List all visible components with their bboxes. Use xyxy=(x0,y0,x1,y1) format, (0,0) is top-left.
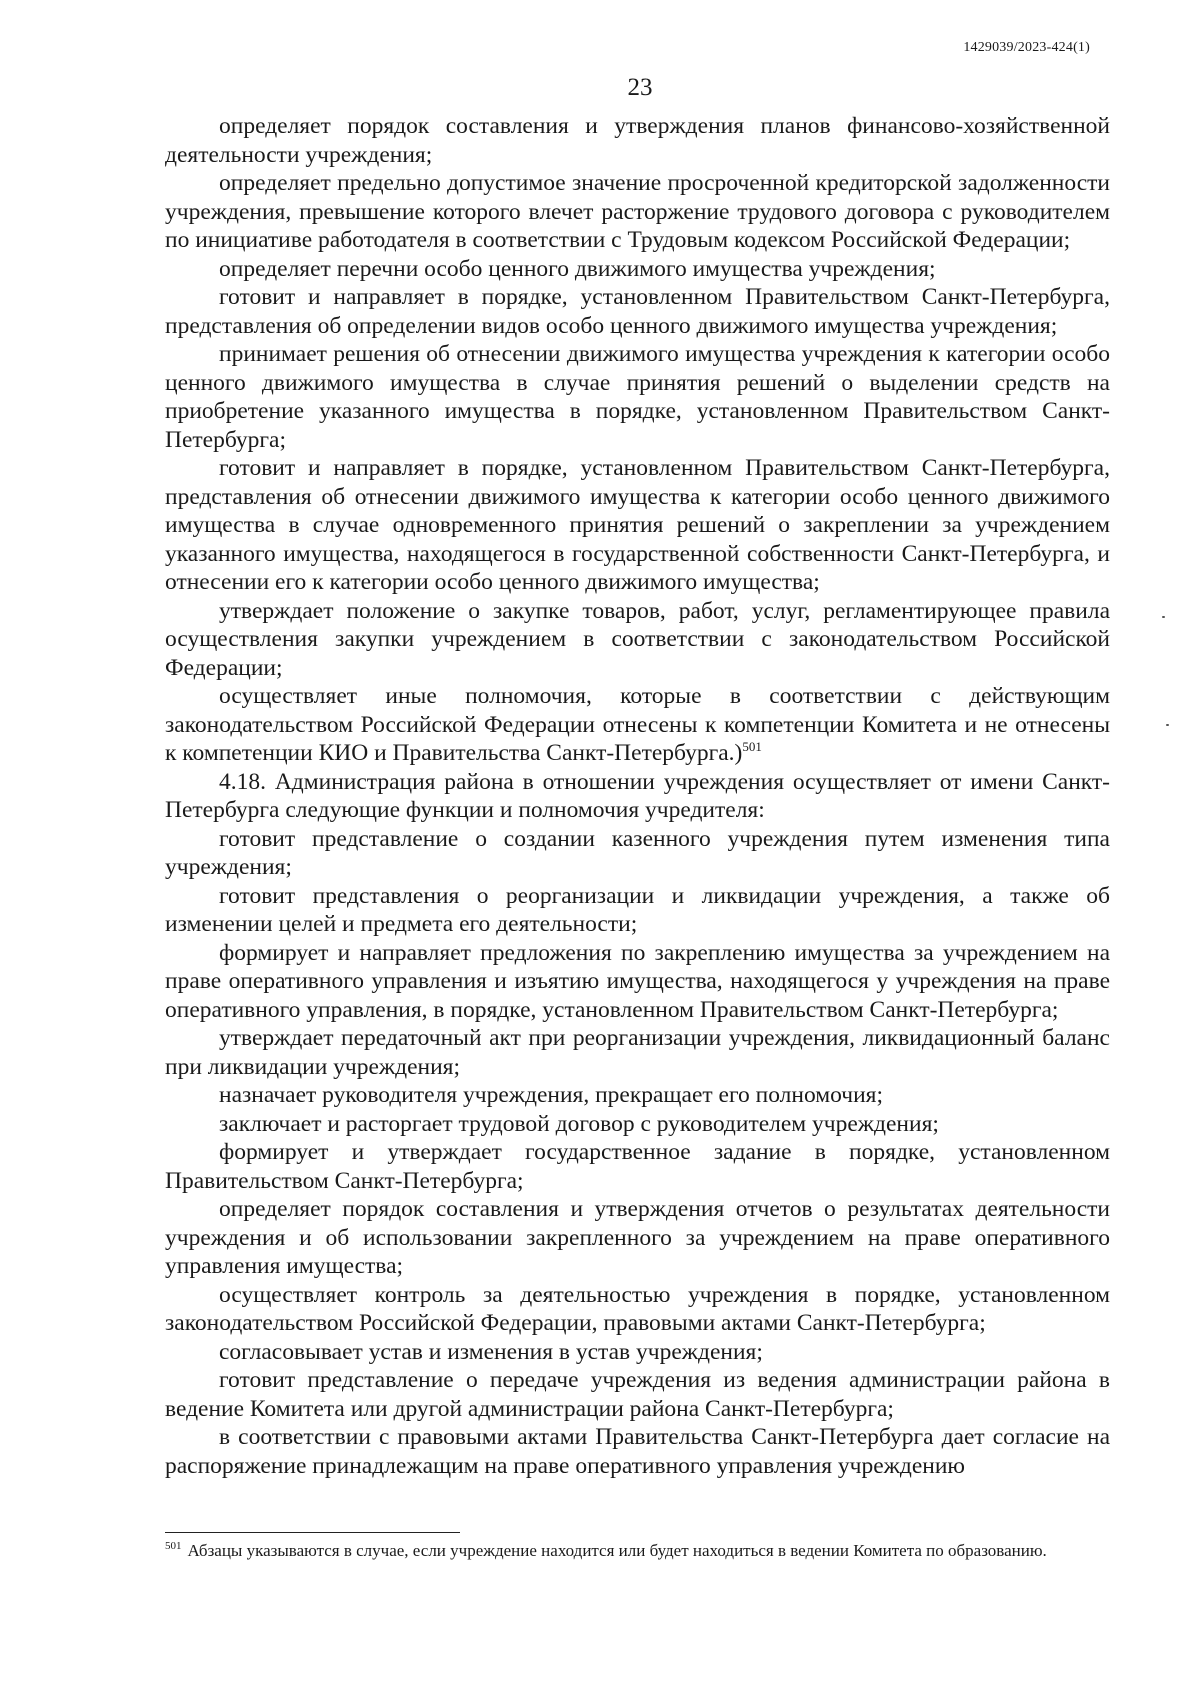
paragraph: готовит представление о создании казенного учреждения путем изменения типа учреждения; xyxy=(165,825,1110,880)
paragraph: согласовывает устав и изменения в устав учреждения; xyxy=(219,1338,763,1365)
paragraph: готовит представления о реорганизации и ликвидации учреждения, а также об изменении целей и предмета его деятельности; xyxy=(165,882,1110,937)
paragraph: назначает руководителя учреждения, прекращает его полномочия; xyxy=(219,1082,884,1108)
paragraph: заключает и расторгает трудовой договор с руководителем учреждения; xyxy=(219,1110,939,1137)
paragraph: формирует и утверждает государственное задание в порядке, установленном Правительством Санкт-Петербурга; xyxy=(165,1139,1110,1194)
footnote-separator xyxy=(165,1532,460,1533)
paragraph: определяет перечни особо ценного движимого имущества учреждения; xyxy=(219,255,936,282)
paragraph: формирует и направляет предложения по закреплению имущества за учреждением на праве оперативного управления и изъятию имущества, находящегося у учреждения на праве оперативного управления, в порядке, установленном Правительством Санкт-Петербурга; xyxy=(165,939,1110,1023)
paragraph: готовит представление о передаче учреждения из ведения администрации района в ведение Комитета или другой администрации района Санкт-Петербурга; xyxy=(165,1367,1110,1422)
scan-artifact-dot xyxy=(1166,724,1169,726)
paragraph-with-footnote xyxy=(165,682,1110,768)
paragraph: принимает решения об отнесении движимого имущества учреждения к категории особо ценного движимого имущества в случае принятия решений о выделении средств на приобретение указанного имущества в порядке, установленном Правительством Санкт-Петербурга; xyxy=(165,341,1110,453)
paragraph: осуществляет контроль за деятельностью учреждения в порядке, установленном законодательством Российской Федерации, правовыми актами Санкт-Петербурга; xyxy=(165,1281,1110,1336)
scan-artifact-dot xyxy=(1162,616,1165,618)
document-body xyxy=(165,112,1110,1480)
footnote-marker: 501 xyxy=(165,1540,182,1553)
paragraph: определяет порядок составления и утверждения планов финансово-хозяйственной деятельности учреждения; xyxy=(165,113,1110,168)
footnote xyxy=(165,1540,1110,1562)
paragraph: утверждает передаточный акт при реорганизации учреждения, ликвидационный баланс при ликвидации учреждения; xyxy=(165,1025,1110,1080)
paragraph: готовит и направляет в порядке, установленном Правительством Санкт-Петербурга, представления об определении видов особо ценного движимого имущества учреждения; xyxy=(165,284,1110,339)
paragraph: утверждает положение о закупке товаров, работ, услуг, регламентирующее правила осуществления закупки учреждением в соответствии с законодательством Российской Федерации; xyxy=(165,597,1110,681)
paragraph: в соответствии с правовыми актами Правительства Санкт-Петербурга дает согласие на распоряжение принадлежащим на праве оперативного управления учреждению xyxy=(165,1424,1110,1479)
paragraph: определяет предельно допустимое значение просроченной кредиторской задолженности учреждения, превышение которого влечет расторжение трудового договора с руководителем по инициативе работодателя в соответствии с Трудовым кодексом Российской Федерации; xyxy=(165,170,1110,253)
paragraph-text: осуществляет иные полномочия, которые в соответствии с действующим законодательством Российской Федерации отнесены к компетенции Комитета и не отнесены к компетенции КИО и Правительства Санкт-Петербурга.) xyxy=(165,683,1110,766)
footnote-reference: 501 xyxy=(742,739,762,755)
paragraph: определяет порядок составления и утверждения отчетов о результатах деятельности учреждения и об использовании закрепленного за учреждением на праве оперативного управления имущества; xyxy=(165,1196,1110,1279)
section-4-18-heading: 4.18. Администрация района в отношении учреждения осуществляет от имени Санкт-Петербурга следующие функции и полномочия учредителя: xyxy=(165,768,1110,823)
page-number: 23 xyxy=(627,74,653,101)
paragraph: готовит и направляет в порядке, установленном Правительством Санкт-Петербурга, представления об отнесении движимого имущества к категории особо ценного движимого имущества в случае одновременного принятия решений о закреплении за учреждением указанного имущества, находящегося в государственной собственности Санкт-Петербурга, и отнесении его к категории особо ценного движимого имущества; xyxy=(165,455,1110,595)
footnote-text: Абзацы указываются в случае, если учреждение находится или будет находиться в ведении Комитета по образованию. xyxy=(187,1541,1047,1560)
document-registration-number: 1429039/2023-424(1) xyxy=(963,40,1090,55)
